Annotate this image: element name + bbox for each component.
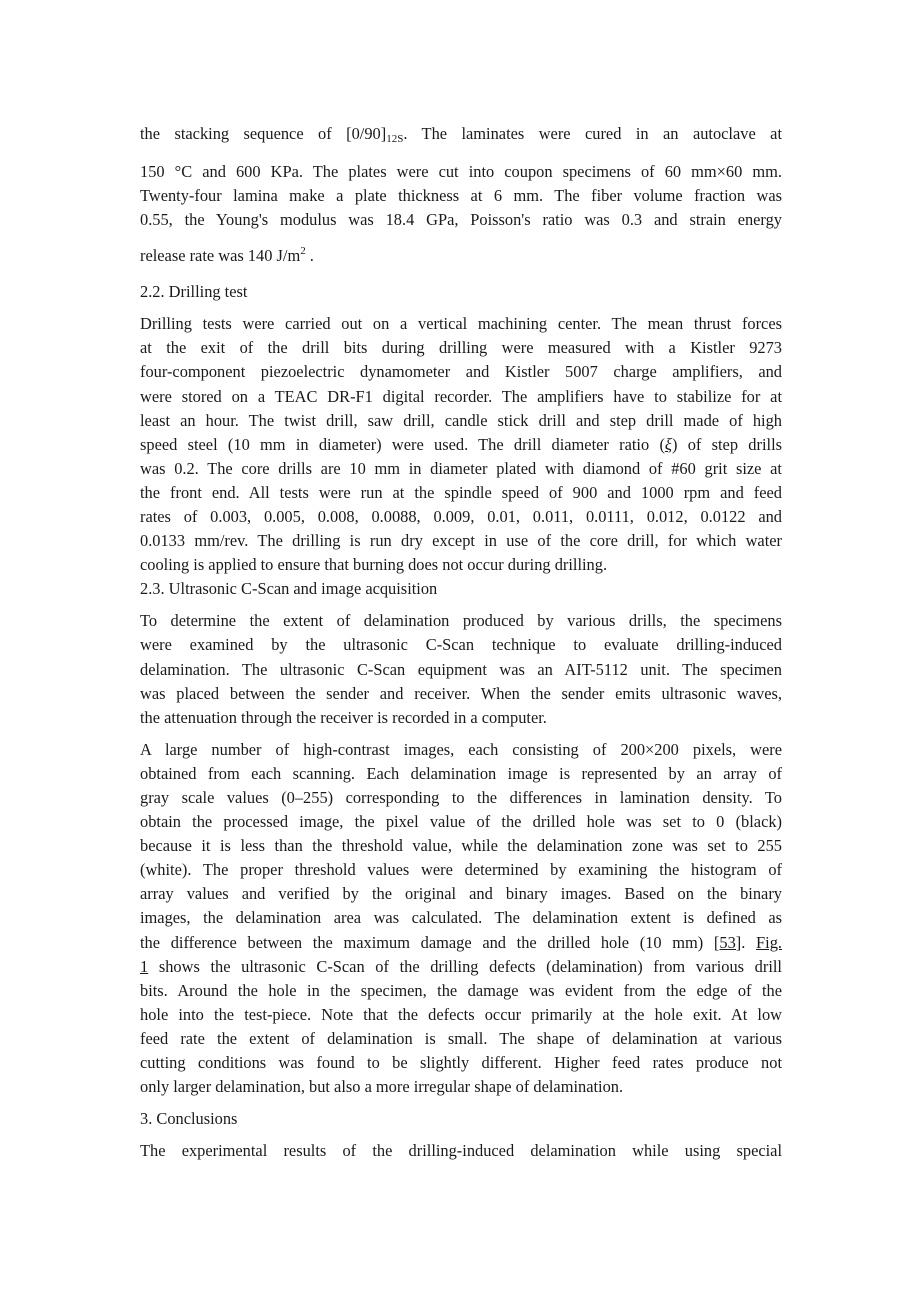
text-line: was placed between the sender and receiver. When the sender emits ultrasonic waves, [140,683,782,703]
text-line: only larger delamination, but also a more irregular shape of delamination. [140,1077,624,1097]
conclusions-paragraph [140,1139,782,1163]
text-line: To determine the extent of delamination produced by various drills, the specimens [140,611,782,631]
text-line: feed rate the extent of delamination is small. The shape of delamination at various [140,1028,782,1048]
text-line: cutting conditions was found to be slightly different. Higher feed rates produce not [140,1053,782,1072]
text-line: The experimental results of the drilling-induced delamination while using special [140,1141,782,1161]
reference-link-53[interactable]: [53] [713,932,742,952]
text-line: gray scale values (0–255) corresponding to the differences in lamination density. To [140,787,782,807]
text-line: the difference between the maximum damage and the drilled hole (10 mm) [53]. Fig. [140,932,782,952]
intro-paragraph [140,118,782,270]
text-line: 0.0133 mm/rev. The drilling is run dry except in use of the core drill, for which water [140,531,782,551]
text-line: Drilling tests were carried out on a vertical machining center. The mean thrust forces [140,314,782,334]
text-line: Twenty-four lamina make a plate thickness at 6 mm. The fiber volume fraction was [140,186,782,206]
text-line: were stored on a TEAC DR-F1 digital recorder. The amplifiers have to stabilize for at [140,386,782,406]
text-line: obtained from each scanning. Each delamination image is represented by an array of [140,763,782,783]
figure-link-1[interactable]: Fig. [756,932,782,952]
text-line: the front end. All tests were run at the spindle speed of 900 and 1000 rpm and feed [140,482,782,502]
xi-symbol-link[interactable]: ξ [664,434,672,454]
text-line: 150 °C and 600 KPa. The plates were cut into coupon specimens of 60 mm×60 mm. [140,162,782,181]
text-line: speed steel (10 mm in diameter) were used. The drill diameter ratio (ξ) of step drills [140,434,782,454]
text-line: bits. Around the hole in the specimen, the damage was evident from the edge of the [140,980,782,1000]
text-line: A large number of high-contrast images, each consisting of 200×200 pixels, were [140,739,782,759]
figure-link-1-number[interactable]: 1 [140,956,149,976]
text-line: rates of 0.003, 0.005, 0.008, 0.0088, 0.009, 0.01, 0.011, 0.0111, 0.012, 0.0122 and [140,507,782,527]
text-line: four-component piezoelectric dynamometer and Kistler 5007 charge amplifiers, and [140,362,782,382]
text-line: 0.55, the Young's modulus was 18.4 GPa, Poisson's ratio was 0.3 and strain energy [140,210,782,230]
ultrasonic-paragraph-1 [140,609,782,729]
ultrasonic-paragraph-2 [140,738,782,1099]
section-heading-conclusions: 3. Conclusions [140,1109,238,1129]
text-line: release rate was 140 $J/m^2$ . [140,245,314,266]
text-line: cooling is applied to ensure that burning does not occur during drilling. [140,555,608,575]
drilling-test-paragraph [140,312,782,577]
text-line: were examined by the ultrasonic C-Scan technique to evaluate drilling-induced [140,635,782,655]
document-page [140,118,782,1163]
text-line: at the exit of the drill bits during drilling were measured with a Kistler 9273 [140,338,782,358]
text-line: was 0.2. The core drills are 10 mm in diameter plated with diamond of #60 grit size at [140,458,782,478]
text-line: delamination. The ultrasonic C-Scan equipment was an AIT-5112 unit. The specimen [140,659,782,679]
text-line: 1 shows the ultrasonic C-Scan of the drilling defects (delamination) from various drill [140,956,782,976]
text-line: the attenuation through the receiver is recorded in a computer. [140,707,547,727]
text-line: array values and verified by the original and binary images. Based on the binary [140,884,782,904]
text-line: hole into the test-piece. Note that the defects occur primarily at the hole exit. At low [140,1004,782,1024]
text-line: images, the delamination area was calculated. The delamination extent is defined as [140,908,782,928]
text-line: the stacking sequence of $[0/90]_{12S}$. The laminates were cured in an autoclave at [140,124,783,145]
text-line: obtain the processed image, the pixel value of the drilled hole was set to 0 (black) [140,812,782,832]
text-line: least an hour. The twist drill, saw drill, candle stick drill and step drill made of high [140,410,782,430]
text-line: because it is less than the threshold value, while the delamination zone was set to 255 [140,836,782,856]
section-heading-drilling-test: 2.2. Drilling test [140,282,248,302]
section-heading-ultrasonic: 2.3. Ultrasonic C-Scan and image acquisition [140,579,438,599]
text-line: (white). The proper threshold values were determined by examining the histogram of [140,860,782,880]
